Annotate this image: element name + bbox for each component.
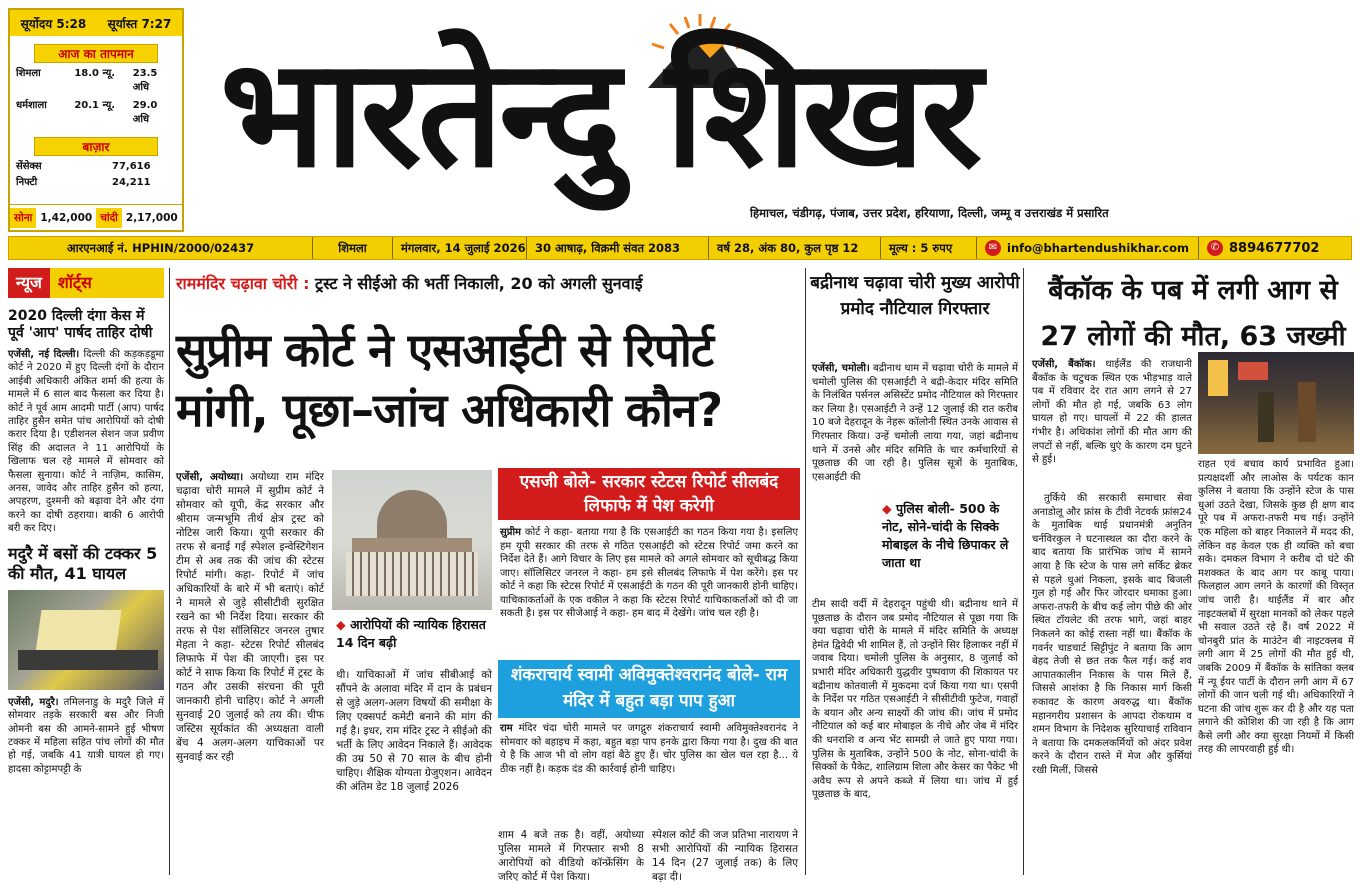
lead-body-col4: स्पेशल कोर्ट की जज प्रतिभा नारायण ने सभी आरोपियों की न्यायिक हिरासत 14 दिन (27 जुलाई तक) के लिए बढ़ा दी।: [652, 829, 798, 883]
silver-label: चांदी: [96, 208, 122, 228]
shankaracharya-box-body: राम मंदिर चंदा चोरी मामले पर जगद्गुरु शंकराचार्य स्वामी अविमुक्तेश्वरानंद ने सोमवार को बहाइच में कहा, बहुत बड़ा पाप हनके द्वारा किया गया है। दुख की बात ये है कि आज भी वो लोग वहां बैठे हुए हैं। चोर पुलिस का खेल चल रहा है... ये ठीक नहीं है। कड़क दंड की कार्रवाई होनी चाहिए।: [500, 723, 798, 775]
lead-custody-tag: ◆ आरोपियों की न्यायिक हिरासत 14 दिन बढ़ी: [336, 617, 486, 650]
short-headline-madurai: मदुरै में बसों की टक्कर 5 की मौत, 41 घायल: [8, 543, 158, 583]
short-body-madurai: एजेंसी, मदुरै। तमिलनाडु के मदुरै जिले में सोमवार तड़के सरकारी बस और निजी ओमनी बस की आमने-सामने हुई भीषण टक्कर में महिला सहित पांच लोगों की मौत हो गई, जबकि 41 यात्री घायल हो गए। हादसा कोट्टामपट्टी के: [8, 696, 164, 775]
price: मूल्य : 5 रुपए: [881, 237, 977, 259]
bangkok-headline: बैंकॉक के पब में लगी आग से 27 लोगों की मौत, 63 जख्मी: [1040, 275, 1346, 352]
temp-row-shimla: शिमला 18.0 न्यू. 23.5 अधि: [16, 68, 158, 93]
lead-body-col1: एजेंसी, अयोध्या। अयोध्या राम मंदिर चढ़ावा चोरी मामले में सुप्रीम कोर्ट ने सोमवार को यूपी, केंद्र सरकार और श्रीराम जन्मभूमि तीर्थ क्षेत्र ट्रस्ट को नोटिस जारी किया। यूपी सरकार की तरफ से बनाई गई स्पेशल इन्वेस्टिगेशन टीम से अब तक की जांच की स्टेटस रिपोर्ट मांगी। कहा- रिपोर्ट में जांच अधिकारियों के बारे में भी बताएं। कोर्ट ने मामले से जुड़े सीसीटीवी सुरक्षित रखने का भी निर्देश दिया। सरकार की तरफ से पेश सॉलिसिटर जनरल तुषार मेहता ने कहा- स्टेटस रिपोर्ट सीलबंद लिफाफे में पेश की जाएगी। इस पर कोर्ट ने साफ किया कि रिपोर्ट में ट्रस्ट के गठन और उसकी संरचना की पूरी जानकारी होनी चाहिए। कोर्ट ने अगली सुनवाई 20 जुलाई को तय की। चीफ जस्टिस सूर्यकांत की अध्यक्षता वाली बेंच 4 अलग-अलग याचिकाओं पर सुनवाई कर रही: [176, 471, 324, 763]
weather-market-panel: [8, 8, 184, 232]
bus-accident-photo: [8, 590, 164, 690]
news-shorts-header: न्यूज शॉर्ट्स: [8, 268, 164, 298]
short-body-delhi: एजेंसी, नई दिल्ली। दिल्ली की कड़कड़डूमा कोर्ट ने 2020 में हुए दिल्ली दंगों के दौरान आईबी अधिकारी अंकित शर्मा की हत्या के मामले में 6 साल बाद फैसला कर दिया है। कोर्ट ने पूर्व आम आदमी पार्टी (आप) पार्षद ताहिर हुसैन समेत पांच आरोपियों को दोषी करार दिया है। एडीशनल सेशन जज प्रवीण सिंह की अदालत ने 11 आरोपियों के खिलाफ चल रहे मामले में सोमवार को फैसला सुनाया। कोर्ट ने नाज़िम, कासिम, अनस, जावेद और ताहिर हुसैन को हत्या, अपहरण, दुश्मनी को बढ़ावा देने और दंगा करने का दोषी ठहराया। बाकी 6 आरोपी बरी कर दिए।: [8, 349, 165, 535]
sg-box-body: सुप्रीम कोर्ट ने कहा- बताया गया है कि एसआईटी का गठन किया गया है। इसलिए हम यूपी सरकार की तरफ से गठित एसआईटी को स्टेटस रिपोर्ट जमा करने का निर्देश देते हैं। आगे विचार के लिए इस मामले को अगले सोमवार को सूचीबद्ध किया जाए। सॉलिसिटर जनरल ने कहा- हम इसे सीलबंद लिफाफे में पेश करेंगे। इस पर कोर्ट ने कहा कि स्टेटस रिपोर्ट में एसआईटी के गठन की पूरी जानकारी होनी चाहिए। याचिकाकर्ताओं के एक वकील ने कहा कि स्टेटस रिपोर्ट याचिकाकर्ताओं को दी जा सकती है। इस पर सीजेआई ने कहा- हम बाद में देखेंगे। जांच चल रही है।: [500, 527, 798, 619]
lead-body-col3: शाम 4 बजे तक है। वहीं, अयोध्या पुलिस मामले में गिरफ्तार सभी 8 आरोपियों को वीडियो कॉन्फ्रेंसिंग के जरिए कोर्ट में पेश किया।: [498, 829, 644, 883]
temperature-title: आज का तापमान: [34, 44, 158, 63]
email-contact[interactable]: [977, 237, 1199, 259]
vikram-samvat: 30 आषाढ़, विक्रमी संवत 2083: [527, 237, 709, 259]
newspaper-title: भारतेन्दु शिखर: [220, 27, 979, 201]
gold-value: 1,42,000: [40, 211, 93, 224]
silver-value: 2,17,000: [125, 211, 178, 224]
market-row-sensex: सेंसेक्स 77,616: [16, 161, 151, 172]
edition-city: शिमला: [313, 237, 393, 259]
badrinath-headline: बद्रीनाथ चढ़ावा चोरी मुख्य आरोपी प्रमोद नौटियाल गिरफ्तार: [810, 273, 1020, 319]
issue-info-bar: [8, 236, 1352, 260]
email-icon: ✉: [985, 240, 1001, 256]
badrinath-body-top: एजेंसी, चमोली। बद्रीनाथ धाम में चढ़ावा चोरी के मामले में चमोली पुलिस की एसआईटी ने बद्री-केदार मंदिर समिति के निलंबित पर्सनल असिस्टेंट प्रमोद नौटियाल को गिरफ्तार कर लिया है। एसआईटी ने उन्हें 12 जुलाई की रात करीब 10 बजे देहरादून के नेहरू कॉलोनी स्थित उनके आवास से गिरफ्तार किया। उन्हें चमोली लाया गया, जहां बद्रीनाथ थाने में उनसे और मंदिर समिति के चार कर्मचारियों से पूछताछ की जा रही है। पुलिस सूत्रों के मुताबिक, एसआईटी की: [812, 363, 1018, 483]
temp-row-dharamshala: धर्मशाला 20.1 न्यू. 29.0 अधि: [16, 100, 158, 125]
short-headline-delhi: 2020 दिल्ली दंगा केस में पूर्व 'आप' पार्षद ताहिर दोषी: [8, 308, 153, 341]
issue-volume: वर्ष 28, अंक 80, कुल पृष्ठ 12: [709, 237, 881, 259]
market-title: बाज़ार: [34, 137, 158, 156]
bangkok-body-right: राहत एवं बचाव कार्य प्रभावित हुआ। प्रत्यक्षदर्शी और लाओस के पर्यटक कान कुलिस ने बताया कि उन्होंने स्टेज के पास धुआं उठते देखा, जिसके कुछ ही क्षण बाद पूरे पब में अफरा-तफरी मच गई। उन्होंने एक महिला को बाहर निकालने में मदद की, लेकिन वह केवल एक ही व्यक्ति को बचा सके। दमकल विभाग ने करीब दो घंटे की मशक्कत के बाद आग पर काबू पाया। फिलहाल आग लगने के कारणों की विस्तृत जांच जारी है। थाईलैंड में बार और नाइटक्लबों में सुरक्षा मानकों को लेकर पहले भी सवाल उठते रहे हैं। वर्ष 2022 में चोनबुरी प्रांत के माउंटेन बी नाइटक्लब में लगी आग में 25 लोगों की मौत हुई थी, जबकि 2009 में बैंकॉक के सांतिका क्लब में न्यू ईयर पार्टी के दौरान लगी आग में 67 लोगों की जान चली गई थी। अधिकारियों ने घटना की जांच शुरू कर दी है और यह पता लगाने की कोशिश की जा रही है कि आग कैसे लगी और क्या सुरक्षा नियमों में किसी तरह की लापरवाही हुई थी।: [1198, 459, 1354, 756]
market-row-nifty: निफ्टी 24,211: [16, 177, 151, 188]
diamond-bullet-icon: ◆: [882, 501, 892, 516]
supreme-court-photo: [332, 470, 492, 610]
lead-headline: सुप्रीम कोर्ट ने एसआईटी से रिपोर्ट मांगी, पूछा–जांच अधिकारी कौन?: [176, 323, 723, 437]
phone-number: 8894677702: [1229, 240, 1320, 256]
news-shorts-column: [8, 268, 164, 875]
masthead: [190, 14, 1340, 220]
phone-contact[interactable]: [1199, 237, 1327, 259]
distribution-tagline: हिमाचल, चंडीगढ़, पंजाब, उत्तर प्रदेश, हरियाणा, दिल्ली, जम्मू व उत्तराखंड में प्रसारित: [750, 206, 1109, 220]
rni-number: आरएनआई नं. HPHIN/2000/02437: [9, 237, 313, 259]
sg-box-title: एसजी बोले- सरकार स्टेटस रिपोर्ट सीलबंद लिफाफे में पेश करेगी: [498, 468, 800, 520]
pub-fire-photo: [1198, 352, 1354, 454]
sunrise-time: सूर्योदय 5:28: [20, 16, 87, 31]
diamond-bullet-icon: ◆: [336, 617, 346, 632]
email-address: info@bhartendushikhar.com: [1007, 241, 1189, 255]
lead-body-col2: थी। याचिकाओं में जांच सीबीआई को सौंपने के अलावा मंदिर में दान के प्रबंधन से जुड़े अलग-अलग विषयों की समीक्षा के लिए एक्सपर्ट कमेटी बनाने की मांग की गई है। इधर, राम मंदिर ट्रस्ट ने सीईओ की भर्ती के लिए आवेदन निकाले हैं। आवेदक की उम्र 50 से 70 साल के बीच होनी चाहिए। शैक्षिक योग्यता ग्रेजुएशन। आवेदन की अंतिम डेट 18 जुलाई 2026: [336, 669, 492, 793]
phone-icon: ✆: [1207, 240, 1223, 256]
gold-label: सोना: [10, 208, 36, 228]
bangkok-body-left: तुर्किये की सरकारी समाचार सेवा अनाडोलू और फ्रांस के टीवी नेटवर्क फ्रांस24 के मुताबिक थाई प्रधानमंत्री अनुतिन चर्नविरकुल ने घटनास्थल का दौरा करने के बाद बताया कि प्रारंभिक जांच में सामने आया है कि स्टेज के पास लगे सर्किट ब्रेकर से पहले धुआं निकला, इसके बाद बिजली गुल हो गई और फिर जोरदार धमाका हुआ। अफरा-तफरी के बीच कई लोग पीछे की ओर स्थित टॉयलेट की तरफ भागे, जहां बाहर निकलने का कोई रास्ता नहीं था। बैंकॉक के गवर्नर चाडचार्ट सिट्टीपुंट ने बताया कि आग बेहद तेजी से छत तक फैल गई। कई शव आपातकालीन निकास के पास मिले हैं, जिससे आशंका है कि निकास मार्ग किसी रुकावट के कारण अवरुद्ध था। बैंकॉक महानगरीय प्रशासन के आपदा रोकथाम व शमन विभाग के निदेशक सुरियाचाई राविवान ने बताया कि दमकलकर्मियों को अंदर प्रवेश करने के दौरान रास्ते में मेज और कुर्सियां रखी मिलीं, जिससे: [1032, 493, 1192, 776]
lead-kicker: राममंदिर चढ़ावा चोरी : ट्रस्ट ने सीईओ की भर्ती निकाली, 20 को अगली सुनवाई: [176, 274, 643, 293]
badrinath-body-bottom: टीम सादी वर्दी में देहरादून पहुंची थी। बद्रीनाथ थाने में पूछताछ के दौरान जब प्रमोद नौटियाल से पूछा गया कि क्या चढ़ावा चोरी के मामले में मंदिर समिति के अध्यक्ष हेमंत द्विवेदी भी शामिल हैं, तो उन्होंने सिर हिलाकर नहीं में जवाब दिया। चमोली पुलिस के अनुसार, 8 जुलाई को प्रभारी मंदिर अधिकारी युद्धवीर पुष्पवाण की शिकायत पर बद्रीनाथ कोतवाली में मुकदमा दर्ज किया गया था। एसपी के निर्देश पर गठित एसआईटी ने सीसीटीवी फुटेज, गवाहों के बयान और अन्य साक्ष्यों की जांच की। जांच में प्रमोद नौटियाल को कई बार मोबाइल के नीचे और जेब में मंदिर की धनराशि व अन्य भेंट सामग्री ले जाते हुए पाया गया। पुलिस के मुताबिक, उन्होंने 500 के नोट, सोना-चांदी के सिक्कों के पैकेट, शालिग्राम शिला और केसर का पैकेट भी अवैध रूप से अपने कब्जे में लिया था। जांच में हुई पूछताछ के बाद,: [812, 599, 1018, 801]
sunset-time: सूर्यास्त 7:27: [107, 16, 172, 31]
shankaracharya-box-title: शंकराचार्य स्वामी अविमुक्तेश्वरानंद बोले- राम मंदिर में बहुत बड़ा पाप हुआ: [498, 660, 800, 718]
issue-date: मंगलवार, 14 जुलाई 2026: [393, 237, 527, 259]
badrinath-police-tag: ◆ पुलिस बोली- 500 के नोट, सोने-चांदी के सिक्के मोबाइल के नीचे छिपाकर ले जाता था: [882, 501, 1009, 570]
bangkok-body-top: एजेंसी, बैंकॉक। थाईलैंड की राजधानी बैंकॉक के चटुचक स्थित एक भीड़भाड़ वाले पब में रविवार देर रात आग लगने से 27 लोगों की मौत हो गई, जबकि 63 लोग घायल हो गए। घायलों में 22 की हालत गंभीर है। अधिकांश लोगों की मौत आग की लपटों से नहीं, बल्कि धुएं के कारण दम घुटने से हुई।: [1032, 359, 1192, 466]
